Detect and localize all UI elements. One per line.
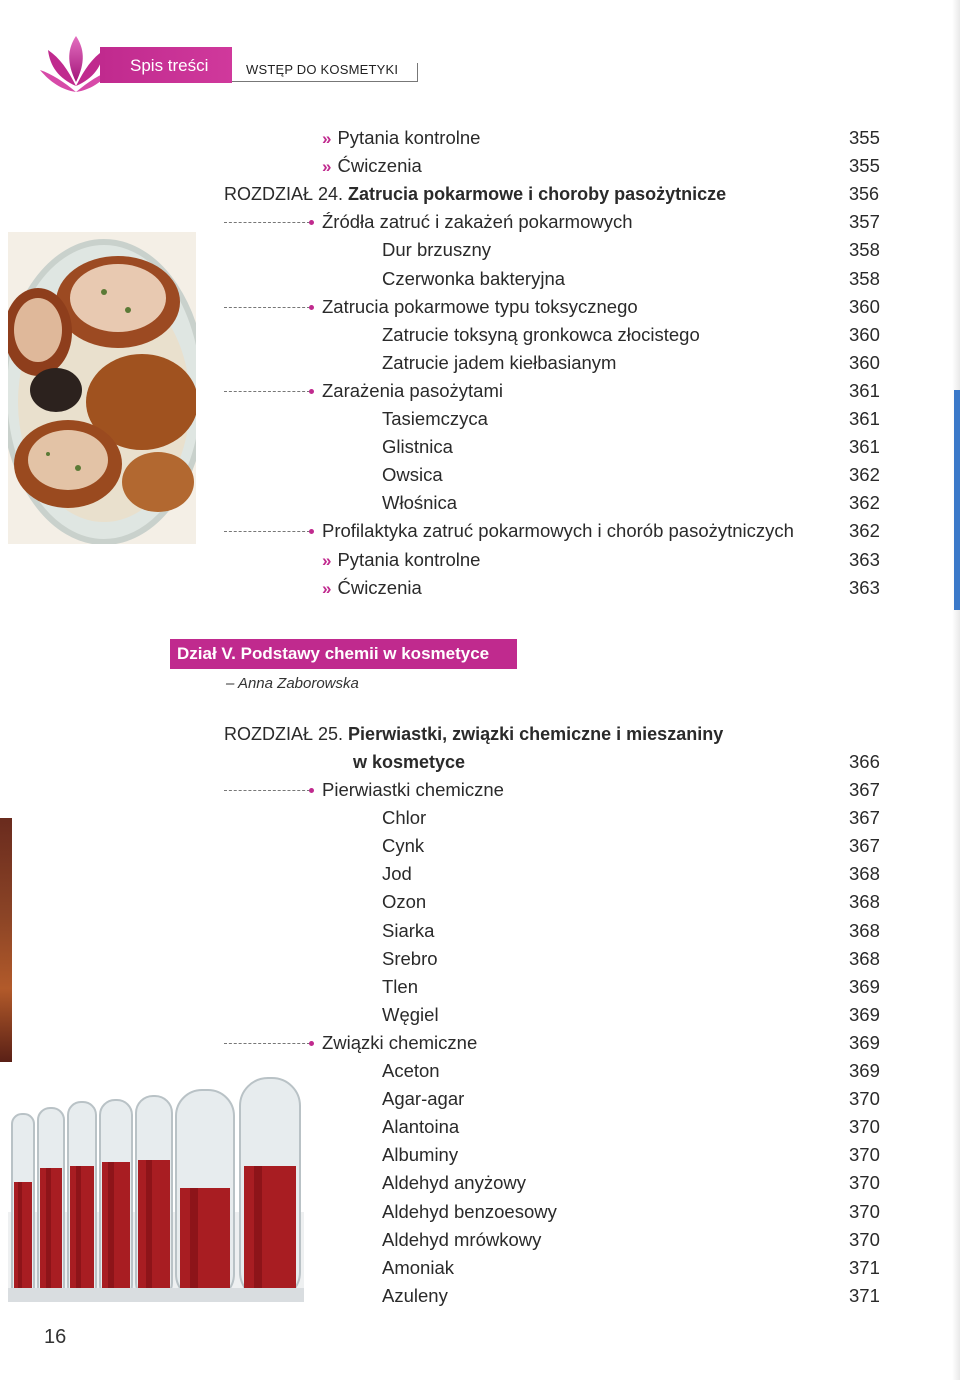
toc-label: Siarka: [382, 919, 435, 941]
toc-label: Profilaktyka zatruć pokarmowych i chorób pasożytniczych: [322, 520, 794, 542]
toc-label: Aldehyd anyżowy: [382, 1172, 526, 1194]
toc-label-wrap: [322, 294, 638, 320]
toc-label-wrap: [382, 1255, 454, 1281]
leader-line: [224, 531, 310, 532]
toc-page-number: 362: [849, 520, 880, 542]
toc-label-wrap: [322, 209, 633, 235]
toc-page-number: 370: [849, 1200, 880, 1222]
toc-label-wrap: [382, 490, 457, 516]
toc-entry: [0, 378, 960, 404]
toc-entry: [0, 1114, 960, 1140]
toc-page-number: 356: [849, 184, 880, 205]
leader-dot-icon: [309, 788, 314, 793]
chapter-title: Zatrucia pokarmowe i choroby pasożytnicze: [348, 184, 727, 205]
toc-label-wrap: [382, 1227, 541, 1253]
toc-label-wrap: [322, 378, 503, 404]
toc-label-wrap: [322, 1030, 477, 1056]
bullet-icon: »: [322, 129, 332, 148]
toc-label-wrap: [382, 889, 426, 915]
toc-label: Srebro: [382, 947, 438, 969]
toc-entry: [0, 1227, 960, 1253]
toc-entry: [0, 974, 960, 1000]
page-number: 16: [44, 1326, 67, 1348]
toc-label: Zatrucie jadem kiełbasianym: [382, 351, 617, 373]
leader-dot-icon: [309, 529, 314, 534]
toc-page-number: 369: [849, 1060, 880, 1081]
toc-entry: [0, 266, 960, 292]
toc-label: Włośnica: [382, 492, 458, 514]
toc-label-wrap: [382, 1058, 440, 1084]
toc-label: Aceton: [382, 1060, 440, 1081]
toc-entry: [0, 434, 960, 460]
toc-page-number: 369: [849, 975, 880, 997]
toc-label-wrap: [382, 833, 424, 859]
toc-entry: [0, 153, 960, 179]
toc-label-wrap: [382, 1086, 464, 1112]
toc-entry: [0, 833, 960, 859]
toc-entry: [0, 462, 960, 488]
toc-label: Ćwiczenia: [337, 576, 422, 598]
toc-label-wrap: [382, 974, 418, 1000]
toc-label: Agar-agar: [382, 1088, 465, 1110]
toc-label: Zatrucia pokarmowe typu toksycznego: [322, 295, 638, 317]
toc-entry: [0, 1170, 960, 1196]
bullet-icon: »: [322, 157, 332, 177]
toc-entry: [0, 1255, 960, 1281]
toc-page-number: 361: [849, 408, 880, 429]
toc-entry: [0, 1058, 960, 1084]
toc-page-number: 366: [849, 751, 880, 772]
toc-entry: [0, 1086, 960, 1112]
leader-line: [224, 222, 310, 223]
toc-entry: [0, 946, 960, 972]
section-author: – Anna Zaborowska: [226, 675, 359, 692]
toc-label-wrap: [382, 322, 700, 348]
toc-label-wrap: [382, 1283, 448, 1309]
leader-dot-icon: [309, 389, 314, 394]
toc-page-number: 360: [849, 295, 880, 317]
header-section-label: WSTĘP DO KOSMETYKI: [246, 62, 399, 77]
toc-entry: [0, 861, 960, 887]
leader-line: [224, 307, 310, 308]
toc-page-number: 360: [849, 351, 880, 373]
toc-label: Amoniak: [382, 1256, 454, 1278]
toc-page-number: 358: [849, 267, 880, 289]
toc-label: Czerwonka bakteryjna: [382, 267, 566, 289]
toc-page-number: 361: [849, 436, 880, 458]
toc-entry: [0, 209, 960, 235]
toc-label: Albuminy: [382, 1144, 459, 1166]
toc-page-number: 367: [849, 807, 880, 829]
toc-label: Węgiel: [382, 1003, 439, 1025]
toc-entry: [0, 918, 960, 944]
toc-entry: [0, 518, 960, 544]
chapter-title-line2: w kosmetyce: [353, 752, 466, 772]
toc-label-wrap: [322, 153, 422, 180]
toc-page-number: 371: [849, 1256, 880, 1278]
toc-page-number: 368: [849, 863, 880, 885]
toc-entry: [0, 805, 960, 831]
toc-label: Pytania kontrolne: [337, 127, 481, 148]
toc-page-number: 357: [849, 211, 880, 233]
toc-entry: [0, 181, 960, 207]
toc-label: Pierwiastki chemiczne: [322, 779, 504, 800]
toc-label: Aldehyd mrówkowy: [382, 1228, 542, 1250]
toc-entry: [0, 1030, 960, 1056]
toc-label: Chlor: [382, 807, 427, 829]
toc-entry: [0, 406, 960, 432]
toc-page-number: 360: [849, 323, 880, 345]
toc-label-wrap: [382, 350, 616, 376]
toc-label: Azuleny: [382, 1284, 448, 1306]
toc-page-number: 370: [849, 1088, 880, 1110]
toc-label-wrap: [382, 406, 488, 432]
toc-label: Glistnica: [382, 436, 453, 458]
toc-entry: [0, 1283, 960, 1309]
toc-page-number: 370: [849, 1228, 880, 1250]
toc-label-wrap: [382, 462, 443, 488]
toc-page-number: 370: [849, 1144, 880, 1166]
toc-page-number: 368: [849, 919, 880, 941]
chapter-heading: [224, 181, 726, 207]
toc-entry: [0, 237, 960, 263]
toc-page-number: 362: [849, 464, 880, 486]
toc-label-wrap: [382, 1199, 557, 1225]
bullet-icon: »: [322, 578, 332, 598]
leader-dot-icon: [309, 305, 314, 310]
toc-label-wrap: [322, 575, 422, 602]
toc-entry: [0, 575, 960, 601]
toc-label: Aldehyd benzoesowy: [382, 1200, 557, 1222]
header-title: Spis treści: [130, 56, 209, 75]
toc-label: Alantoina: [382, 1116, 460, 1138]
section-heading: Dział V. Podstawy chemii w kosmetyce: [170, 639, 517, 669]
header-rule: [232, 81, 418, 82]
toc-label: Ozon: [382, 891, 427, 913]
toc-page-number: 369: [849, 1031, 880, 1053]
toc-label: Związki chemiczne: [322, 1031, 478, 1053]
chapter-prefix: ROZDZIAŁ 25.: [224, 724, 344, 744]
toc-label-wrap: [382, 861, 412, 887]
toc-entry: [0, 1199, 960, 1225]
toc-page-number: 367: [849, 779, 880, 800]
toc-label: Tlen: [382, 975, 418, 997]
toc-label: Owsica: [382, 464, 443, 486]
toc-label: Jod: [382, 863, 412, 885]
toc-label-wrap: [382, 918, 434, 944]
toc-page-number: 363: [849, 548, 880, 570]
toc-page-number: 358: [849, 239, 880, 261]
bullet-icon: »: [322, 550, 332, 570]
chapter-prefix: ROZDZIAŁ 24.: [224, 184, 344, 205]
toc-label-wrap: [382, 1142, 458, 1168]
toc-label-wrap: [322, 777, 504, 803]
toc-label: Cynk: [382, 835, 425, 857]
toc-page-number: 371: [849, 1284, 880, 1306]
toc-label: Źródła zatruć i zakażeń pokarmowych: [322, 211, 633, 233]
toc-label-wrap: [382, 946, 438, 972]
toc-entry: [0, 889, 960, 915]
toc-label-wrap: [322, 125, 480, 152]
header-tick: [417, 63, 418, 82]
toc-entry: [0, 777, 960, 803]
chapter-title: Pierwiastki, związki chemiczne i mieszaniny: [348, 724, 724, 744]
toc-label-wrap: [322, 547, 480, 574]
leader-dot-icon: [309, 220, 314, 225]
toc-label-wrap: [382, 1114, 459, 1140]
toc-entry: [0, 125, 960, 151]
toc-page-number: 362: [849, 492, 880, 514]
toc-page-number: 363: [849, 576, 880, 598]
toc-entry: [0, 294, 960, 320]
toc-entry: [0, 322, 960, 348]
toc-entry: [0, 1142, 960, 1168]
toc-label-wrap: [382, 1170, 526, 1196]
toc-page-number: 370: [849, 1116, 880, 1138]
leader-line: [224, 391, 310, 392]
toc-entry: [0, 490, 960, 516]
toc-page-number: 355: [849, 155, 880, 177]
toc-label-wrap: [382, 237, 491, 263]
toc-label-wrap: [382, 1002, 439, 1028]
toc-page-number: 355: [849, 127, 880, 148]
toc-page-number: 367: [849, 835, 880, 857]
toc-page-number: 368: [849, 947, 880, 969]
toc-label-wrap: [382, 805, 426, 831]
toc-page-number: 370: [849, 1172, 880, 1194]
toc-page-number: 361: [849, 379, 880, 401]
toc-label-wrap: [322, 518, 794, 544]
toc-label-wrap: [382, 266, 565, 292]
toc-label: Dur brzuszny: [382, 239, 491, 261]
toc-entry: [0, 1002, 960, 1028]
toc-label: Zarażenia pasożytami: [322, 379, 503, 401]
toc-page-number: 368: [849, 891, 880, 913]
toc-page-number: 369: [849, 1003, 880, 1025]
toc-label: Tasiemczyca: [382, 408, 488, 429]
leader-line: [224, 1043, 310, 1044]
leader-line: [224, 790, 310, 791]
leader-dot-icon: [309, 1041, 314, 1046]
toc-label: Ćwiczenia: [337, 155, 422, 177]
toc-label-wrap: [382, 434, 453, 460]
toc-entry: [0, 350, 960, 376]
toc-label: Zatrucie toksyną gronkowca złocistego: [382, 323, 700, 345]
toc-label: Pytania kontrolne: [337, 548, 481, 570]
toc-entry: [0, 547, 960, 573]
